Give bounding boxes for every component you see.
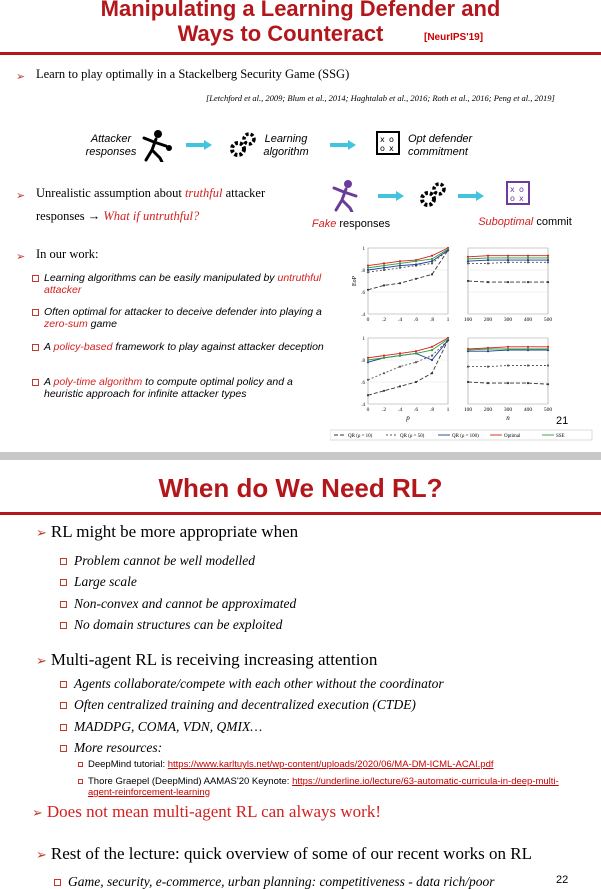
data-point	[367, 359, 369, 361]
data-point	[367, 357, 369, 359]
slide-title-line1: Manipulating a Learning Defender and	[100, 0, 501, 21]
data-point	[431, 255, 433, 257]
bullet-ssg: Learn to play optimally in a Stackelberg Security Game (SSG)	[36, 67, 350, 81]
data-point	[487, 348, 489, 350]
x-tick-label: .2	[381, 407, 387, 413]
data-point	[507, 261, 509, 263]
opt-defender-label: Opt defender commitment	[408, 133, 473, 158]
data-point	[399, 262, 401, 264]
bullet-untruthful: responses → What if untruthful?	[36, 209, 200, 223]
bullet-unrealistic: Unrealistic assumption about truthful attacker	[36, 186, 266, 200]
slide-title: When do We Need RL?	[158, 473, 443, 503]
x-tick-label: .6	[413, 317, 419, 323]
data-point	[399, 385, 401, 387]
data-point	[367, 394, 369, 396]
plot-frame	[368, 248, 448, 314]
x-tick-label: .2	[381, 317, 387, 323]
data-point	[399, 265, 401, 267]
title-rule	[0, 52, 601, 55]
data-point	[431, 260, 433, 262]
y-tick-label: .4	[361, 313, 365, 318]
x-tick-label: 300	[503, 407, 513, 413]
data-point	[467, 256, 469, 258]
x-tick-label: 0	[366, 407, 370, 413]
x-tick-label: .8	[429, 317, 435, 323]
data-point	[507, 281, 509, 283]
flow-arrow-icon	[186, 140, 212, 150]
point-rl-appropriate: ➢ RL might be more appropriate when	[36, 522, 299, 541]
data-point	[487, 350, 489, 352]
data-point	[399, 366, 401, 368]
slide-22: When do We Need RL? ➢ RL might be more appropriate when Problem cannot be well modelled Large scale Non-convex and cannot be approximated No domain structures can be exploited ➢ Multi-agent RL is receiving increasing attention Agents collaborate/compete with each other without the coordinator Often centralized training and decentralized execution (CTDE) MADDPG, COMA, VDN, QMIX… More resources: DeepMind tutorial: https://www.karltuyls.net/wp-content/uploads/2020/06/MA-DM-ICML-ACAI.pdf Thore Graepel (DeepMind) AAMAS'20 Keynote: https://underline.io/lecture/63-automatic-curricula-in-deep-multi-agent-reinforcement-learning ➢ Does not mean multi-agent RL can always work! ➢ Rest of the lecture: quick overview of some of our recent works on RL Game, security, e-commerce, urban planning: competitiveness - data rich/poor 22	[0, 460, 601, 889]
page-number: 22	[556, 874, 569, 886]
data-point	[431, 349, 433, 351]
our-work-item: A policy-based framework to play against attacker deception	[44, 341, 324, 353]
y-tick-label: .8	[361, 269, 365, 274]
data-point	[415, 350, 417, 352]
data-point	[467, 260, 469, 262]
legend-entry: QR (ρ = 50)	[400, 434, 425, 439]
data-point	[507, 257, 509, 259]
data-point	[507, 255, 509, 257]
data-point	[527, 364, 529, 366]
data-point	[527, 257, 529, 259]
data-point	[431, 258, 433, 260]
flow-arrow-icon	[378, 191, 404, 201]
svg-text:o: o	[510, 194, 515, 203]
data-point	[527, 261, 529, 263]
point-rest-of-lecture: ➢ Rest of the lecture: quick overview of some of our recent works on RL	[36, 844, 532, 863]
data-point	[383, 390, 385, 392]
our-work-item: A poly-time algorithm to compute optimal policy and a heuristic approach for infinite attacker types	[44, 376, 324, 400]
x-tick-label: 0	[366, 317, 370, 323]
y-tick-label: .6	[361, 291, 365, 296]
y-tick-label: 1	[362, 337, 365, 342]
svg-text:o: o	[380, 144, 385, 153]
legend-entry: SSE	[556, 434, 565, 439]
attacker-figure-icon	[138, 128, 174, 162]
x-tick-label: .8	[429, 407, 435, 413]
data-point	[383, 269, 385, 271]
data-point	[467, 258, 469, 260]
data-point	[415, 260, 417, 262]
learning-algorithm-label: Learning algorithm	[263, 133, 309, 158]
data-point	[527, 281, 529, 283]
data-point	[431, 355, 433, 357]
data-point	[547, 281, 549, 283]
x-tick-label: .6	[413, 407, 419, 413]
data-point	[467, 349, 469, 351]
svg-text:o: o	[389, 135, 394, 144]
data-point	[367, 289, 369, 291]
flow-arrow-icon	[458, 191, 484, 201]
graepel-keynote-link[interactable]: https://underline.io/lecture/63-automatic-curricula-in-deep-multi-agent-reinforcement-learning	[88, 776, 559, 798]
svg-text:x: x	[510, 185, 515, 194]
point-marl: ➢ Multi-agent RL is receiving increasing attention	[36, 650, 378, 669]
attacker-responses-label: Attacker responses	[85, 133, 137, 158]
data-point	[487, 257, 489, 259]
x-tick-label: 200	[483, 407, 493, 413]
data-point	[367, 269, 369, 271]
x-tick-label: 1	[446, 317, 450, 323]
data-point	[399, 267, 401, 269]
resource-graepel: Thore Graepel (DeepMind) AAMAS'20 Keynote: https://underline.io/lecture/63-automatic-curricula-in-deep-multi-agent-reinforcement-learning	[88, 776, 568, 798]
x-tick-label: 400	[523, 317, 533, 323]
data-point	[383, 262, 385, 264]
data-point	[447, 248, 449, 250]
fake-attacker-figure-icon	[330, 178, 360, 212]
data-point	[547, 383, 549, 385]
data-point	[487, 281, 489, 283]
x-axis-label: n	[506, 414, 510, 422]
data-point	[507, 259, 509, 261]
x-tick-label: 500	[543, 407, 553, 413]
data-point	[383, 284, 385, 286]
data-point	[447, 338, 449, 340]
plot-frame	[368, 338, 448, 404]
data-point	[399, 352, 401, 354]
svg-text:x: x	[389, 144, 394, 153]
data-point	[415, 352, 417, 354]
data-point	[467, 280, 469, 282]
venue-tag: [NeurIPS'19]	[424, 32, 484, 43]
data-point	[547, 257, 549, 259]
data-point	[431, 262, 433, 264]
data-point	[383, 372, 385, 374]
data-point	[467, 381, 469, 383]
data-point	[507, 364, 509, 366]
page-number: 21	[556, 415, 569, 427]
data-point	[431, 359, 433, 361]
data-point	[367, 267, 369, 269]
data-point	[527, 346, 529, 348]
our-work-item: Often optimal for attacker to deceive defender into playing a zero-sum game	[44, 306, 324, 330]
bullet-arrow-icon: ➢	[16, 190, 26, 202]
data-point	[547, 259, 549, 261]
x-tick-label: 200	[483, 317, 493, 323]
bullet-arrow-icon: ➢	[16, 71, 26, 83]
y-axis-label: EoP	[352, 275, 358, 287]
our-work-item: Learning algorithms can be easily manipulated by untruthful attacker	[44, 272, 324, 296]
data-point	[507, 348, 509, 350]
slide-separator	[0, 452, 601, 460]
data-point	[487, 262, 489, 264]
data-point	[547, 348, 549, 350]
x-tick-label: 400	[523, 407, 533, 413]
data-point	[383, 265, 385, 267]
data-point	[507, 346, 509, 348]
y-tick-label: .8	[361, 359, 365, 364]
legend-entry: QR (ρ = 10)	[348, 434, 373, 439]
data-point	[367, 361, 369, 363]
strategy-board-icon	[375, 130, 401, 156]
data-point	[431, 273, 433, 275]
data-point	[367, 379, 369, 381]
data-point	[399, 355, 401, 357]
data-point	[547, 346, 549, 348]
deepmind-tutorial-link[interactable]: https://www.karltuyls.net/wp-content/uploads/2020/06/MA-DM-ICML-ACAI.pdf	[167, 759, 494, 770]
data-point	[547, 255, 549, 257]
data-point	[399, 260, 401, 262]
data-point	[487, 259, 489, 261]
x-axis-label: p	[406, 414, 410, 422]
point-not-always-work: ➢ Does not mean multi-agent RL can always work!	[32, 802, 381, 821]
data-point	[487, 255, 489, 257]
data-point	[383, 357, 385, 359]
data-point	[383, 355, 385, 357]
data-point	[367, 271, 369, 273]
data-point	[487, 382, 489, 384]
legend-entry: Optimal	[504, 434, 521, 439]
x-tick-label: 100	[463, 407, 473, 413]
data-point	[415, 263, 417, 265]
data-point	[431, 346, 433, 348]
resource-deepmind: DeepMind tutorial: https://www.karltuyls.net/wp-content/uploads/2020/06/MA-DM-ICML-ACAI.pdf	[88, 759, 508, 770]
data-point	[487, 366, 489, 368]
data-point	[399, 282, 401, 284]
svg-text:o: o	[519, 185, 524, 194]
x-tick-label: 1	[446, 407, 450, 413]
flow-arrow-icon	[330, 140, 356, 150]
citation: [Letchford et al., 2009; Blum et al., 2014; Haghtalab et al., 2016; Roth et al., 2016; Peng et al., 2019]	[206, 93, 555, 103]
data-point	[367, 265, 369, 267]
data-point	[431, 372, 433, 374]
data-point	[547, 364, 549, 366]
data-point	[383, 267, 385, 269]
title-rule	[0, 512, 601, 515]
gears-icon	[418, 180, 448, 210]
legend-entry: QR (ρ = 100)	[452, 434, 479, 439]
y-tick-label: .4	[361, 403, 365, 408]
y-tick-label: .6	[361, 381, 365, 386]
data-point	[415, 278, 417, 280]
y-tick-label: 1	[362, 247, 365, 252]
gears-icon	[228, 130, 258, 160]
data-point	[415, 381, 417, 383]
x-tick-label: 500	[543, 317, 553, 323]
svg-text:x: x	[380, 135, 385, 144]
data-point	[527, 382, 529, 384]
svg-text:x: x	[519, 194, 524, 203]
x-tick-label: 100	[463, 317, 473, 323]
x-tick-label: .4	[397, 407, 403, 413]
bullet-arrow-icon: ➢	[16, 251, 26, 263]
data-point	[527, 255, 529, 257]
data-point	[527, 348, 529, 350]
slide-title-line2: Ways to Counteract	[177, 21, 384, 46]
suboptimal-commit-label: Suboptimal commit	[478, 216, 572, 228]
data-point	[467, 366, 469, 368]
data-point	[507, 382, 509, 384]
data-point	[467, 262, 469, 264]
x-tick-label: .4	[397, 317, 403, 323]
data-point	[527, 259, 529, 261]
x-tick-label: 300	[503, 317, 513, 323]
fake-responses-label: Fake responses	[311, 218, 391, 230]
data-point	[547, 261, 549, 263]
bullet-our-work: In our work:	[36, 247, 99, 261]
data-point	[415, 361, 417, 363]
strategy-board-purple-icon	[505, 180, 531, 206]
